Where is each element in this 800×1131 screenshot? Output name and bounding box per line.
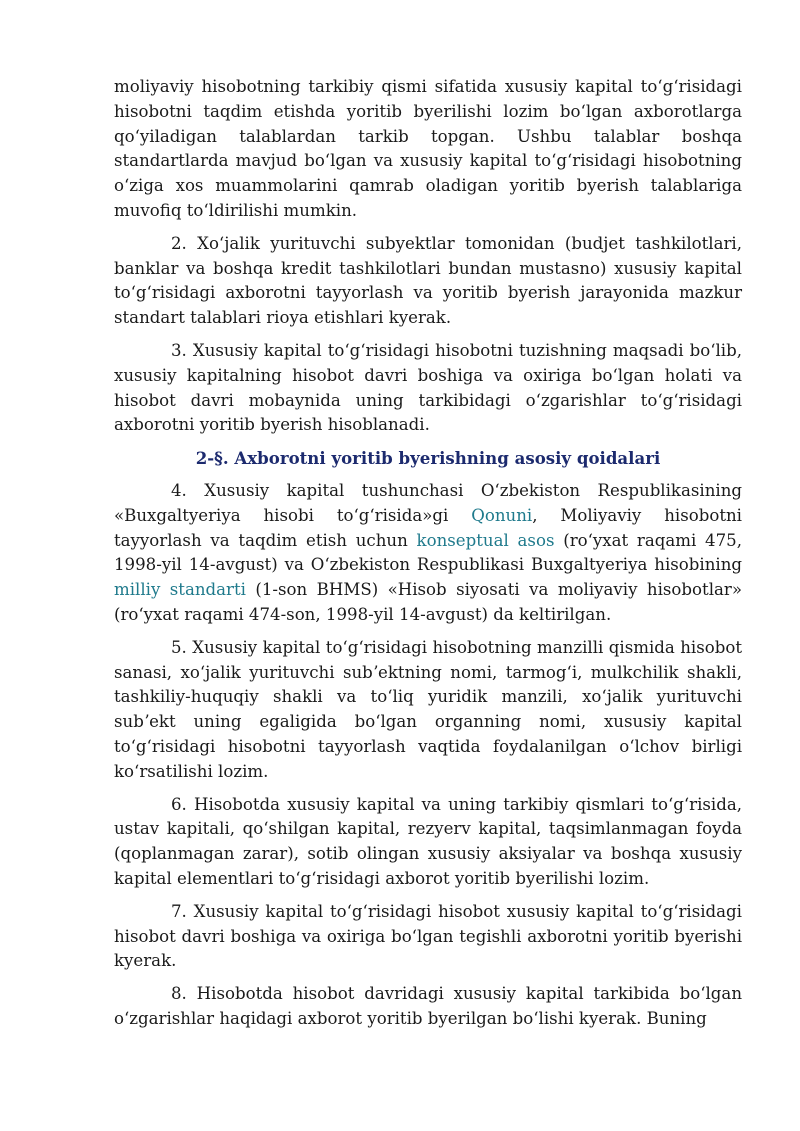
paragraph-continued: moliyaviy hisobotning tarkibiy qismi sifatida xususiy kapital toʻgʻrisidagi hisobotni taqdim etishda yoritib byerilishi lozim boʻlgan axborotlarga qoʻyiladigan talablardan tarkib topgan. Ushbu talablar boshqa standartlarda mavjud boʻlgan va xususiy kapital toʻgʻrisidagi hisobotning oʻziga xos muammolarini qamrab oladigan yoritib byerish talablariga muvofiq toʻldirilishi mumkin. (114, 77, 742, 220)
paragraph-2: 2. Xoʻjalik yurituvchi subyektlar tomonidan (budjet tashkilotlari, banklar va boshqa kredit tashkilotlari bundan mustasno) xususiy kapital toʻgʻrisidagi axborotni tayyorlash va yoritib byerish jarayonida mazkur standart talablari rioya etishlari kyerak. (114, 233, 742, 328)
paragraph-5: 5. Xususiy kapital toʻgʻrisidagi hisobotning manzilli qismida hisobot sanasi, xoʻjalik yurituvchi subʼektning nomi, tarmogʻi, mulkchilik shakli, tashkiliy-huquqiy shakli va toʻliq yuridik manzili, xoʻjalik yurituvchi subʼekt uning egaligida boʻlgan organning nomi, xususiy kapital toʻgʻrisidagi hisobotni tayyorlash vaqtida foydalanilgan oʻlchov birligi koʻrsatilishi lozim. (114, 637, 742, 781)
paragraph-4-text-b: , Moliyaviy hisobotni tayyorlash va taqdim etish uchun (114, 505, 742, 550)
paragraph-4-text-d: (1-son BHMS) «Hisob siyosati va moliyaviy hisobotlar» (roʻyxat raqami 474-son, 1998-yil 14-avgust) da keltirilgan. (114, 580, 742, 624)
paragraph-6: 6. Hisobotda xususiy kapital va uning tarkibiy qismlari toʻgʻrisida, ustav kapitali, qoʻshilgan kapital, rezyerv kapital, taqsimlanmagan foyda (qoplanmagan zarar), sotib olingan xususiy aksiyalar va boshqa xususiy kapital elementlari toʻgʻrisidagi axborot yoritib byerilishi lozim. (114, 794, 742, 888)
paragraph-3: 3. Xususiy kapital toʻgʻrisidagi hisobotni tuzishning maqsadi boʻlib, xususiy kapitalning hisobot davri boshiga va oxiriga boʻlgan holati va hisobot davri mobaynida uning tarkibidagi oʻzgarishlar toʻgʻrisidagi axborotni yoritib byerish hisoblanadi. (114, 340, 742, 435)
section-heading: 2-§. Axborotni yoritib byerishning asosiy qoidalari (195, 448, 661, 469)
paragraph-4-text-a: 4. Xususiy kapital tushunchasi Oʻzbekiston Respublikasining «Buxgaltyeriya hisobi toʻgʻrisida»gi (114, 480, 742, 525)
paragraph-4 (114, 479, 742, 628)
paragraph-8: 8. Hisobotda hisobot davridagi xususiy kapital tarkibida boʻlgan oʻzgarishlar haqidagi axborot yoritib byerilgan boʻlishi kyerak. Buning (114, 984, 742, 1028)
paragraph-4-text-c: (roʻyxat raqami 475, 1998-yil 14-avgust) va Oʻzbekiston Respublikasi Buxgaltyeriya hisobining (114, 530, 743, 575)
paragraph-7: 7. Xususiy kapital toʻgʻrisidagi hisobot xususiy kapital toʻgʻrisidagi hisobot davri boshiga va oxiriga boʻlgan tegishli axborotni yoritib byerishi kyerak. (114, 901, 742, 971)
conceptual-basis-link[interactable]: konseptual asos (416, 530, 555, 550)
national-standard-link[interactable]: milliy standarti (114, 580, 246, 600)
law-link[interactable]: Qonuni (471, 505, 533, 525)
document-page (114, 75, 742, 1040)
